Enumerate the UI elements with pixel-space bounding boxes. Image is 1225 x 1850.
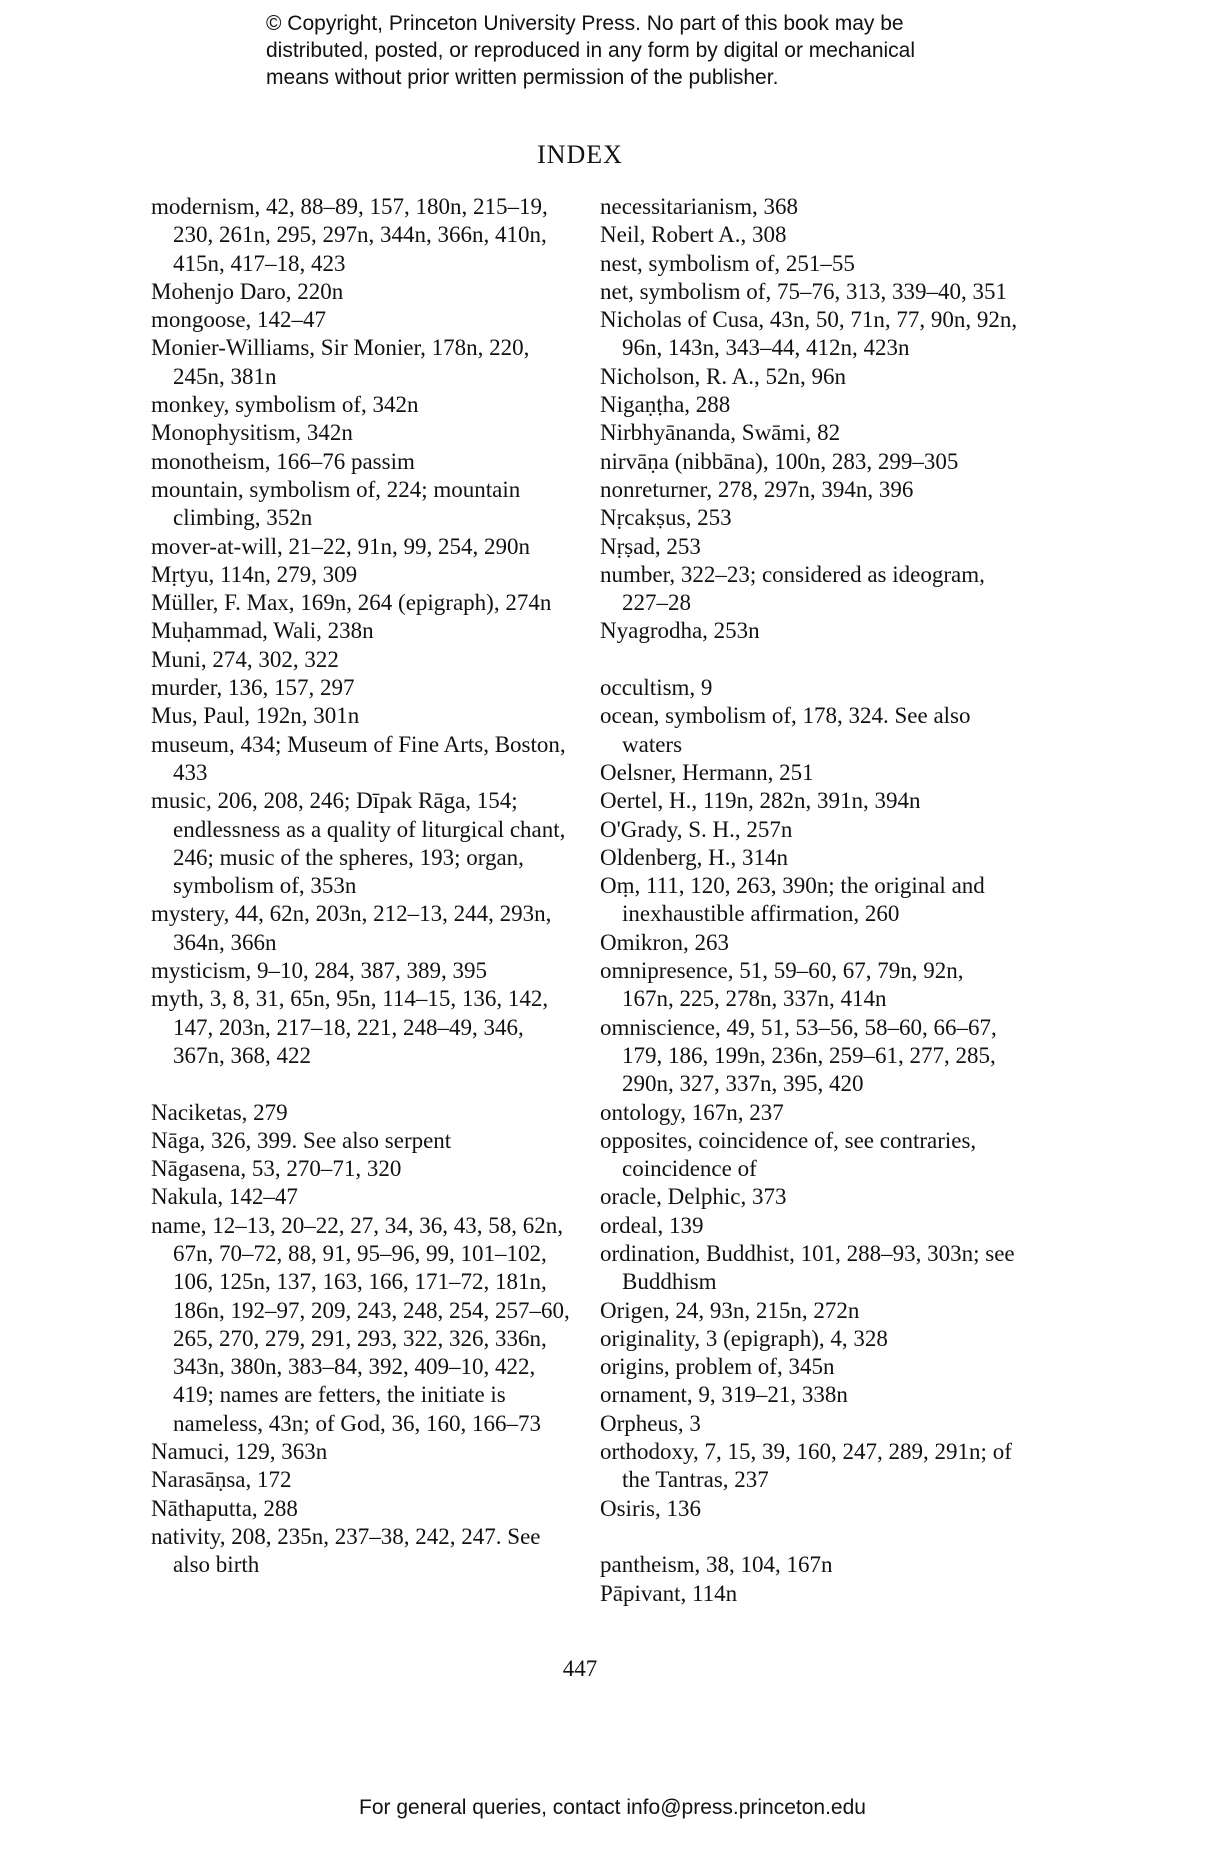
index-entry: nonreturner, 278, 297n, 394n, 396	[600, 476, 914, 502]
footer-contact: For general queries, contact info@press.princeton.edu	[359, 1796, 866, 1819]
index-entry: net, symbolism of, 75–76, 313, 339–40, 351	[600, 278, 1007, 304]
index-entry: myth, 3, 8, 31, 65n, 95n, 114–15, 136, 142, 147, 203n, 217–18, 221, 248–49, 346, 367n, 368, 422	[151, 986, 549, 1068]
index-entry: Muḥammad, Wali, 238n	[151, 618, 374, 644]
index-entry: Nirbhyānanda, Swāmi, 82	[600, 420, 841, 446]
index-entry: ocean, symbolism of, 178, 324. See also waters	[600, 703, 971, 757]
index-entry: Pāpivant, 114n	[600, 1580, 738, 1606]
index-entry: Oldenberg, H., 314n	[600, 844, 789, 870]
index-entry: nativity, 208, 235n, 237–38, 242, 247. See also birth	[151, 1523, 541, 1578]
index-entry: Orpheus, 3	[600, 1410, 701, 1436]
index-entry: omnipresence, 51, 59–60, 67, 79n, 92n, 167n, 225, 278n, 337n, 414n	[600, 958, 964, 1012]
index-entry: Mus, Paul, 192n, 301n	[151, 703, 360, 729]
index-entry: monotheism, 166–76 passim	[151, 448, 415, 474]
index-entry: Oṃ, 111, 120, 263, 390n; the original and inexhaustible affirmation, 260	[600, 873, 985, 927]
index-entry: Omikron, 263	[600, 929, 730, 955]
index-entry: Nṛṣad, 253	[600, 533, 701, 559]
index-entry: murder, 136, 157, 297	[151, 675, 355, 701]
copyright-notice	[266, 10, 1066, 91]
index-entry: originality, 3 (epigraph), 4, 328	[600, 1325, 888, 1351]
index-entry: orthodoxy, 7, 15, 39, 160, 247, 289, 291n; of the Tantras, 237	[600, 1439, 1012, 1493]
index-entry: Nicholson, R. A., 52n, 96n	[600, 363, 846, 389]
index-entry: mystery, 44, 62n, 203n, 212–13, 244, 293n, 364n, 366n	[151, 901, 552, 955]
index-entry: ontology, 167n, 237	[600, 1099, 784, 1125]
copyright-line: distributed, posted, or reproduced in any form by digital or mechanical	[266, 39, 916, 62]
index-entry: Naciketas, 279	[151, 1099, 288, 1125]
copyright-line: means without prior written permission of the publisher.	[266, 66, 779, 89]
index-entry: pantheism, 38, 104, 167n	[600, 1552, 833, 1578]
index-entry: necessitarianism, 368	[600, 194, 799, 219]
index-entry: Neil, Robert A., 308	[600, 222, 787, 248]
index-entry: Nāthaputta, 288	[151, 1495, 298, 1521]
section-gap	[600, 1523, 1020, 1551]
index-entry: Nicholas of Cusa, 43n, 50, 71n, 77, 90n, 92n, 96n, 143n, 343–44, 412n, 423n	[600, 307, 1018, 361]
index-entry: nirvāṇa (nibbāna), 100n, 283, 299–305	[600, 448, 959, 474]
index-entry: mongoose, 142–47	[151, 307, 327, 333]
index-entry: Narasāṇsa, 172	[151, 1467, 292, 1493]
index-entry: Nāgasena, 53, 270–71, 320	[151, 1156, 402, 1182]
index-entry: museum, 434; Museum of Fine Arts, Boston, 433	[151, 731, 566, 785]
page-number: 447	[562, 1656, 598, 1681]
index-entry: Monophysitism, 342n	[151, 420, 353, 446]
index-entry: name, 12–13, 20–22, 27, 34, 36, 43, 58, 62n, 67n, 70–72, 88, 91, 95–96, 99, 101–102, 106, 125n, 137, 163, 166, 171–72, 181n, 186n, 192–97, 209, 243, 248, 254, 257–60, 265, 270, 279, 291, 293, 322, 326, 336n, 343n, 380n, 383–84, 392, 409–10, 422, 419; names are fetters, the initiate is nameless, 43n; of God, 36, 160, 166–73	[151, 1212, 570, 1436]
index-entry: Oelsner, Hermann, 251	[600, 759, 814, 785]
index-entry: mountain, symbolism of, 224; mountain climbing, 352n	[151, 476, 521, 531]
index-entry: Nāga, 326, 399. See also serpent	[151, 1127, 452, 1153]
section-gap	[151, 1070, 581, 1098]
index-column-left	[151, 193, 581, 1580]
index-entry: Nyagrodha, 253n	[600, 618, 760, 644]
index-entry: ordination, Buddhist, 101, 288–93, 303n; see Buddhism	[600, 1240, 1015, 1295]
index-entry: Namuci, 129, 363n	[151, 1439, 328, 1465]
index-entry: Osiris, 136	[600, 1495, 701, 1521]
index-entry: nest, symbolism of, 251–55	[600, 250, 855, 276]
index-entry: origins, problem of, 345n	[600, 1354, 835, 1380]
index-column-right	[600, 193, 1020, 1608]
index-entry: monkey, symbolism of, 342n	[151, 392, 419, 418]
index-entry: oracle, Delphic, 373	[600, 1184, 787, 1210]
index-entry: Monier-Williams, Sir Monier, 178n, 220, 245n, 381n	[151, 335, 530, 389]
index-entry: Nakula, 142–47	[151, 1184, 298, 1210]
section-gap	[600, 646, 1020, 674]
index-entry: mover-at-will, 21–22, 91n, 99, 254, 290n	[151, 533, 530, 559]
copyright-line: © Copyright, Princeton University Press. No part of this book may be	[266, 12, 904, 35]
index-entry: Muni, 274, 302, 322	[151, 646, 339, 672]
index-entry: Mṛtyu, 114n, 279, 309	[151, 561, 358, 587]
index-entry: number, 322–23; considered as ideogram, 227–28	[600, 561, 985, 616]
index-entry: modernism, 42, 88–89, 157, 180n, 215–19, 230, 261n, 295, 297n, 344n, 366n, 410n, 415n, 417–18, 423	[151, 194, 548, 276]
index-entry: ornament, 9, 319–21, 338n	[600, 1382, 848, 1408]
index-entry: Nṛcakṣus, 253	[600, 505, 732, 531]
index-entry: omniscience, 49, 51, 53–56, 58–60, 66–67, 179, 186, 199n, 236n, 259–61, 277, 285, 290n, 327, 337n, 395, 420	[600, 1014, 997, 1097]
index-entry: Müller, F. Max, 169n, 264 (epigraph), 274n	[151, 590, 552, 616]
index-entry: occultism, 9	[600, 675, 713, 701]
index-entry: ordeal, 139	[600, 1212, 704, 1238]
index-entry: Mohenjo Daro, 220n	[151, 278, 344, 304]
page-title: INDEX	[537, 140, 623, 169]
index-entry: O'Grady, S. H., 257n	[600, 816, 793, 842]
index-entry: Origen, 24, 93n, 215n, 272n	[600, 1297, 860, 1323]
index-entry: mysticism, 9–10, 284, 387, 389, 395	[151, 958, 488, 984]
index-entry: music, 206, 208, 246; Dīpak Rāga, 154; endlessness as a quality of liturgical chant, 246; music of the spheres, 193; organ, symbolism of, 353n	[151, 788, 566, 899]
index-entry: Nigaṇṭha, 288	[600, 392, 731, 418]
index-entry: opposites, coincidence of, see contraries, coincidence of	[600, 1127, 977, 1182]
index-entry: Oertel, H., 119n, 282n, 391n, 394n	[600, 788, 921, 814]
